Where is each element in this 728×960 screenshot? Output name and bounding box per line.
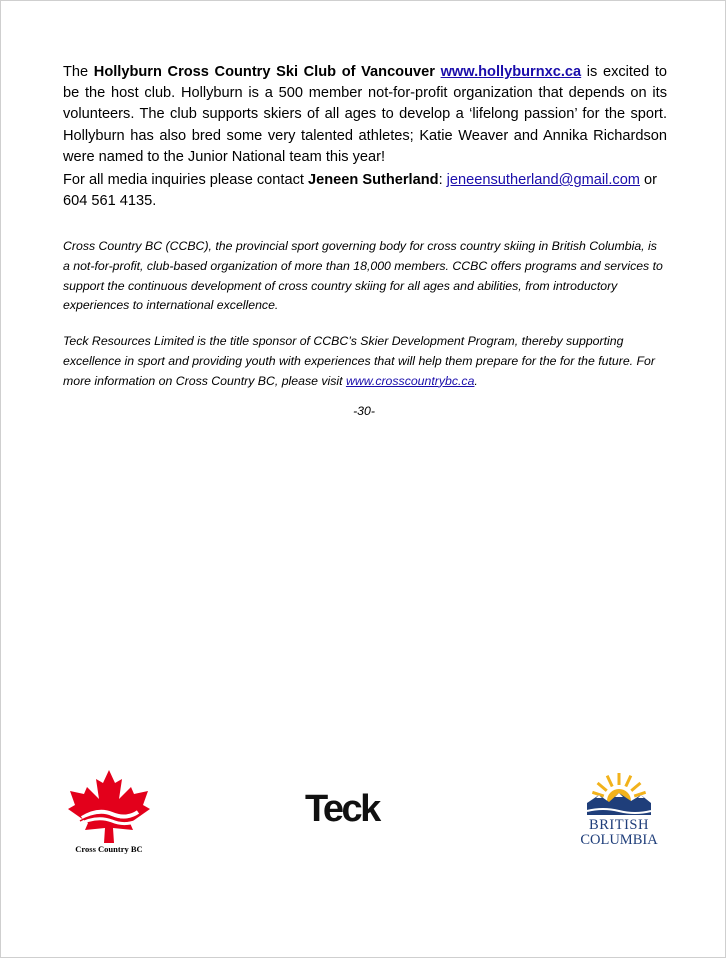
club-name: Hollyburn Cross Country Ski Club of Vancouver (93, 64, 435, 80)
club-website-link[interactable]: www.hollyburnxc.ca (440, 64, 582, 80)
media-contact-paragraph (63, 170, 667, 212)
text-segment: is excited to be the host club. Hollyburn is a 500 member not-for-profit organization that depends on its volunteers. The club supports skiers of all ages to develop a ‘lifelong passion’ for the sport. Hollyburn has also bred some very talented athletes; Katie Weaver and Annika Richardson were named to the Junior National team this year! (63, 64, 668, 165)
maple-leaf-icon (64, 768, 154, 844)
ccbc-website-link[interactable]: www.crosscountrybc.ca (345, 373, 475, 388)
text-segment: : (438, 172, 447, 188)
text-segment: For all media inquiries please contact (63, 172, 308, 188)
host-club-paragraph (63, 62, 667, 168)
text-segment: . (474, 373, 478, 388)
ccbc-logo (64, 768, 154, 858)
teck-logo: Teck (305, 788, 379, 830)
end-of-release-mark: -30- (353, 404, 375, 418)
ccbc-logo-text: Cross Country BC (75, 844, 143, 854)
sun-mountains-icon (569, 771, 669, 817)
bc-logo-text-british: BRITISH (589, 817, 649, 833)
text-segment: Teck Resources Limited is the title sponsor of CCBC’s Skier Development Program, thereby supporting excellence in sport and providing youth with experiences that will help them prepare for the for the future. For more information on Cross Country BC, please visit (63, 334, 655, 388)
ccbc-about-paragraph: Cross Country BC (CCBC), the provincial sport governing body for cross country skiing in British Columbia, is a not-for-profit, club-based organization of more than 18,000 members. CCBC offers programs and services to support the continuous development of cross country skiing for all ages and abilities, from introductory experiences to international excellence. (63, 239, 663, 313)
contact-email-link[interactable]: jeneensutherland@gmail.com (446, 172, 640, 188)
british-columbia-logo (569, 771, 669, 857)
text-segment: or 604 561 4135. (63, 172, 657, 210)
teck-sponsor-paragraph (63, 332, 667, 391)
text-segment: The (63, 64, 94, 80)
contact-name: Jeneen Sutherland (307, 172, 439, 188)
bc-logo-text-columbia: COLUMBIA (580, 832, 658, 848)
